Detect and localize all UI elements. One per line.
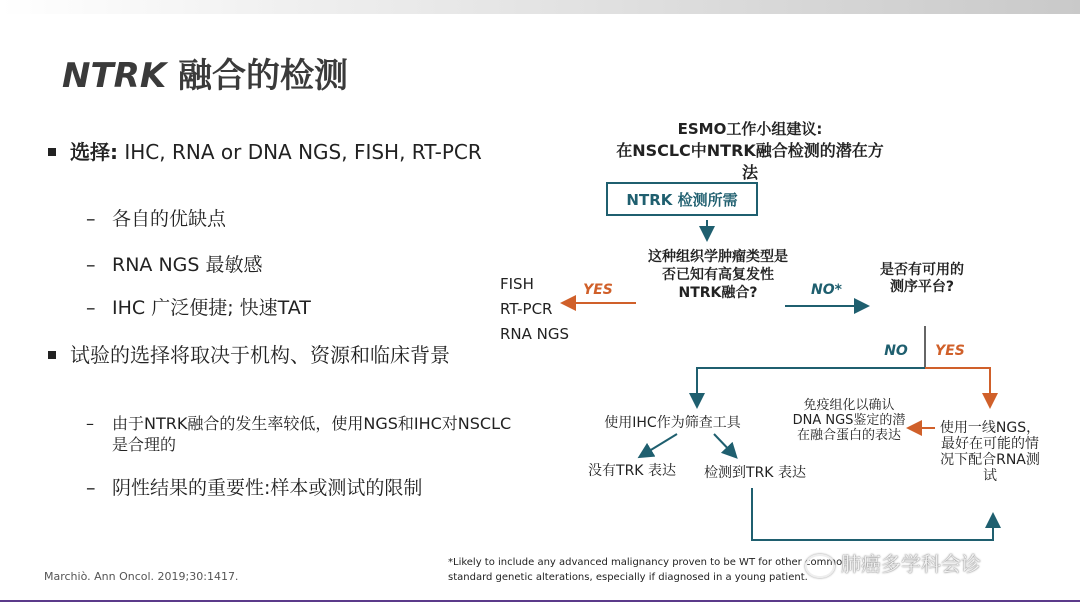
ihc-screen-node: 使用IHC作为筛查工具	[604, 415, 741, 431]
sub-bullet-text: 各自的优缺点	[112, 208, 227, 230]
bottom-divider	[0, 600, 1080, 602]
trk-detected-node: 检测到TRK 表达	[704, 465, 806, 481]
sub-bullet-text: 由于NTRK融合的发生率较低，使用NGS和IHC对NSCLC是合理的	[112, 414, 512, 454]
first-line-ngs-node: 使用一线NGS，最好在可能的情况下配合RNA测试	[939, 420, 1041, 484]
title-en: NTRK	[62, 56, 167, 96]
yes-methods-list	[500, 272, 569, 347]
no-star-label: NO*	[811, 282, 842, 298]
bullet-test-choice-text: 试验的选择将取决于机构、资源和临床背景	[70, 343, 450, 367]
no-label: NO	[884, 343, 908, 359]
title-zh: 融合的检测	[178, 56, 349, 96]
arrow-yes2	[925, 368, 990, 405]
sub-bullet-text: RNA NGS 最敏感	[112, 254, 263, 276]
flowchart-header	[610, 118, 890, 184]
yes2-label: YES	[935, 343, 965, 359]
question-1: 这种组织学肿瘤类型是否已知有高复发性NTRK融合?	[648, 249, 788, 301]
sub-bullet-text: 阴性结果的重要性:样本或测试的限制	[112, 477, 423, 499]
bullet-selection-label: 选择:	[70, 140, 118, 164]
citation: Marchiò. Ann Oncol. 2019;30:1417.	[44, 570, 239, 583]
watermark-text: 肺癌多学科会诊	[841, 552, 981, 576]
footnote: *Likely to include any advanced malignancy proven to be WT for other common standard genetic alterations, especially if diagnosed in a young patient.	[448, 557, 849, 583]
bullet-selection-text: IHC, RNA or DNA NGS, FISH, RT-PCR	[118, 140, 482, 164]
sub-bullet-4: – 由于NTRK融合的发生率较低，使用NGS和IHC对NSCLC是合理的	[86, 414, 512, 454]
arrow-to-no-trk	[641, 434, 677, 456]
arrow-trk-to-ngs	[752, 488, 993, 540]
wechat-logo-icon	[805, 554, 835, 578]
method-fish: FISH	[500, 275, 534, 293]
sub-bullet-2: – RNA NGS 最敏感	[86, 253, 526, 277]
start-box: NTRK 检测所需	[626, 191, 738, 209]
no-trk-node: 没有TRK 表达	[588, 463, 676, 479]
sub-bullet-text: IHC 广泛便捷; 快速TAT	[112, 297, 311, 319]
method-rna-ngs: RNA NGS	[500, 325, 570, 343]
watermark	[805, 548, 981, 578]
sub-bullet-3: – IHC 广泛便捷; 快速TAT	[86, 296, 526, 320]
sub-bullet-5: – 阴性结果的重要性:样本或测试的限制	[86, 476, 526, 500]
flowchart-header-line1: ESMO工作小组建议:	[677, 120, 823, 138]
question-2: 是否有可用的测序平台?	[880, 262, 964, 295]
ihc-confirm-node: 免疫组化以确认DNA NGS鉴定的潜在融合蛋白的表达	[792, 398, 906, 443]
flowchart-header-line2: 在NSCLC中NTRK融合检测的潜在方法	[616, 141, 884, 182]
arrow-to-trk	[714, 434, 735, 456]
sub-bullet-1: – 各自的优缺点	[86, 207, 526, 231]
method-rt-pcr: RT-PCR	[500, 300, 553, 318]
yes-label: YES	[583, 282, 613, 298]
